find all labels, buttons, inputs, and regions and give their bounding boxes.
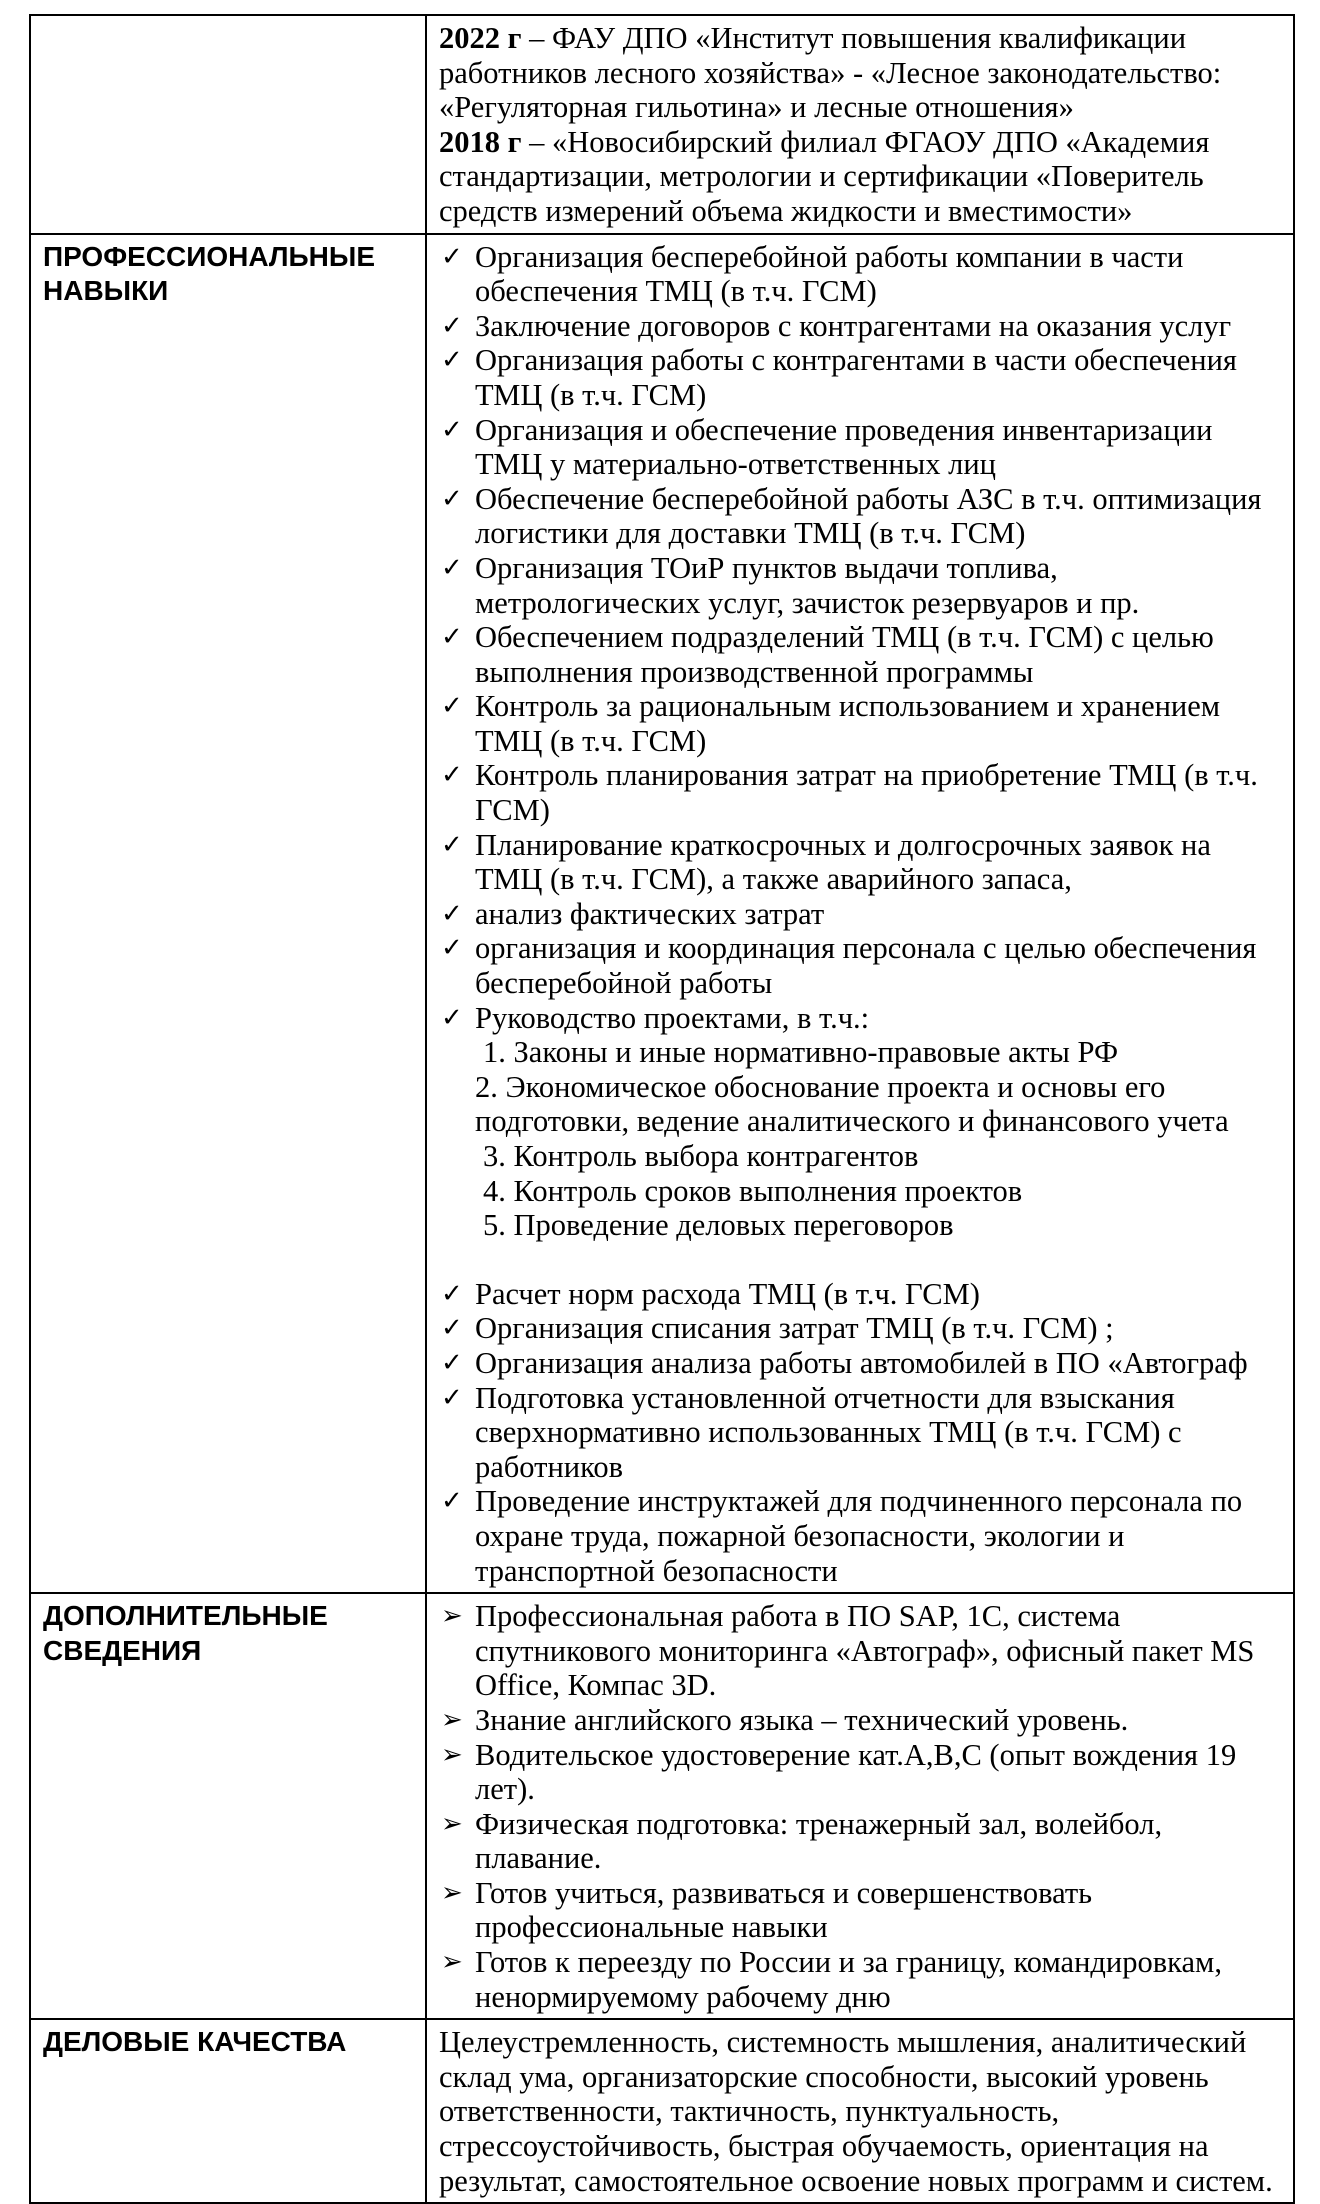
- business-qualities-text: Целеустремленность, системность мышления, аналитический склад ума, организаторские способности, высокий уровень ответственности, тактичность, пунктуальность, стрессоустойчивость, быстрая обучаемость, ориентация на результат, самостоятельное освоение новых программ и систем.: [439, 2025, 1273, 2198]
- check-mark-icon: ✓: [441, 345, 463, 376]
- list-item-text: Обеспечение бесперебойной работы АЗС в т.ч. оптимизация логистики для доставки ТМЦ (в т.ч. ГСМ): [475, 481, 1262, 551]
- check-mark-icon: ✓: [441, 241, 463, 272]
- list-item: [439, 413, 1281, 482]
- education-year: 2022 г: [439, 21, 522, 55]
- check-mark-icon: ✓: [441, 933, 463, 964]
- check-mark-icon: ✓: [441, 898, 463, 929]
- check-mark-icon: ✓: [441, 1382, 463, 1413]
- list-item-text: Физическая подготовка: тренажерный зал, волейбол, плавание.: [475, 1806, 1163, 1876]
- project-subitem: 1. Законы и иные нормативно-правовые акты РФ: [483, 1035, 1119, 1070]
- additional-info-label: ДОПОЛНИТЕЛЬНЫЕ СВЕДЕНИЯ: [43, 1600, 328, 1666]
- additional-info-row: [30, 1593, 1294, 2019]
- list-item: [439, 1876, 1281, 1945]
- check-mark-icon: ✓: [441, 1002, 463, 1033]
- list-item-text: Подготовка установленной отчетности для взыскания сверхнормативно использованных ТМЦ (в т.ч. ГСМ) с работников: [475, 1380, 1182, 1484]
- list-item: [439, 828, 1281, 897]
- arrow-bullet-icon: ➢: [441, 1739, 463, 1770]
- list-item-text: Планирование краткосрочных и долгосрочных заявок на ТМЦ (в т.ч. ГСМ), а также аварийного запаса,: [475, 827, 1211, 897]
- check-mark-icon: ✓: [441, 1313, 463, 1344]
- list-item: [439, 1738, 1281, 1807]
- list-item: [439, 1703, 1281, 1738]
- list-item: [439, 620, 1281, 689]
- additional-info-list: [439, 1599, 1281, 2014]
- professional-skills-content-cell: [426, 234, 1294, 1594]
- arrow-bullet-icon: ➢: [441, 1704, 463, 1735]
- additional-info-content-cell: [426, 1593, 1294, 2019]
- list-item-text: Расчет норм расхода ТМЦ (в т.ч. ГСМ): [475, 1276, 980, 1311]
- education-text: – ФАУ ДПО «Институт повышения квалификации работников лесного хозяйства» - «Лесное законодательство: «Регуляторная гильотина» и лесные отношения»: [439, 21, 1222, 125]
- arrow-bullet-icon: ➢: [441, 1947, 463, 1978]
- check-mark-icon: ✓: [441, 760, 463, 791]
- check-mark-icon: ✓: [441, 1278, 463, 1309]
- list-item: [439, 1001, 1281, 1036]
- list-item: [439, 1807, 1281, 1876]
- list-item-text: Обеспечением подразделений ТМЦ (в т.ч. ГСМ) с целью выполнения производственной программы: [475, 620, 1214, 689]
- check-mark-icon: ✓: [441, 1486, 463, 1517]
- list-item-text: Контроль за рациональным использованием и хранением ТМЦ (в т.ч. ГСМ): [475, 689, 1221, 758]
- education-label-cell: [30, 15, 426, 234]
- list-item-text: Организация списания затрат ТМЦ (в т.ч. ГСМ) ;: [475, 1311, 1114, 1346]
- additional-info-label-cell: [30, 1593, 426, 2019]
- check-mark-icon: ✓: [441, 1347, 463, 1378]
- project-subitem: 2. Экономическое обоснование проекта и основы его подготовки, ведение аналитического и финансового учета: [475, 1069, 1229, 1139]
- list-item: [439, 1346, 1281, 1381]
- arrow-bullet-icon: ➢: [441, 1808, 463, 1839]
- list-item-text: Заключение договоров с контрагентами на оказания услуг: [475, 308, 1232, 343]
- list-item-text: Готов учиться, развиваться и совершенствовать профессиональные навыки: [475, 1875, 1093, 1945]
- check-mark-icon: ✓: [441, 414, 463, 445]
- project-subitem: 4. Контроль сроков выполнения проектов: [483, 1173, 1023, 1208]
- list-item-text: Готов к переезду по России и за границу, командировкам, ненормируемому рабочему дню: [475, 1945, 1222, 2014]
- list-item: [439, 689, 1281, 758]
- list-item-text: Организация бесперебойной работы компании в части обеспечения ТМЦ (в т.ч. ГСМ): [475, 239, 1184, 309]
- check-mark-icon: ✓: [441, 829, 463, 860]
- list-item-text: Водительское удостоверение кат.А,В,С (опыт вождения 19 лет).: [475, 1737, 1237, 1807]
- list-item: [439, 931, 1281, 1000]
- list-item: [439, 1277, 1281, 1312]
- arrow-bullet-icon: ➢: [441, 1877, 463, 1908]
- list-item: [439, 1381, 1281, 1485]
- list-item: [439, 309, 1281, 344]
- list-item: [439, 240, 1281, 309]
- education-text: – «Новосибирский филиал ФГАОУ ДПО «Академия стандартизации, метрологии и сертификации «Поверитель средств измерений объема жидкости и вместимости»: [439, 124, 1210, 228]
- check-mark-icon: ✓: [441, 310, 463, 341]
- list-item-text: Организация работы с контрагентами в части обеспечения ТМЦ (в т.ч. ГСМ): [475, 343, 1237, 412]
- skills-list: [439, 240, 1281, 1036]
- education-row: [30, 15, 1294, 234]
- list-item: [439, 1945, 1281, 2014]
- business-qualities-row: [30, 2019, 1294, 2203]
- business-qualities-label: ДЕЛОВЫЕ КАЧЕСТВА: [43, 2026, 347, 2058]
- list-item: [439, 897, 1281, 932]
- arrow-bullet-icon: ➢: [441, 1601, 463, 1632]
- list-item-text: Проведение инструктажей для подчиненного персонала по охране труда, пожарной безопасности, экологии и транспортной безопасности: [475, 1484, 1243, 1588]
- skills-list-continued: [439, 1277, 1281, 1588]
- list-item: [439, 1484, 1281, 1588]
- list-item: [439, 1311, 1281, 1346]
- professional-skills-label: ПРОФЕССИОНАЛЬНЫЕ НАВЫКИ: [43, 240, 375, 307]
- list-item-text: Знание английского языка – технический уровень.: [475, 1702, 1129, 1737]
- education-year: 2018 г: [439, 124, 522, 159]
- list-item-text: Руководство проектами, в т.ч.:: [475, 1000, 870, 1035]
- list-item: [439, 482, 1281, 551]
- business-qualities-content-cell: [426, 2019, 1294, 2203]
- professional-skills-row: [30, 234, 1294, 1594]
- list-item-text: организация и координация персонала с целью обеспечения бесперебойной работы: [475, 931, 1257, 1001]
- list-item-text: Организация ТОиР пунктов выдачи топлива, метрологических услуг, зачисток резервуаров и пр.: [475, 550, 1140, 620]
- education-entry: [439, 21, 1281, 125]
- education-entry: [439, 125, 1281, 229]
- professional-skills-label-cell: [30, 234, 426, 1594]
- blank-line: [439, 1243, 1281, 1277]
- check-mark-icon: ✓: [441, 483, 463, 514]
- education-content-cell: [426, 15, 1294, 234]
- project-subitem: 5. Проведение деловых переговоров: [483, 1208, 954, 1243]
- check-mark-icon: ✓: [441, 691, 463, 722]
- check-mark-icon: ✓: [441, 622, 463, 653]
- list-item: [439, 1599, 1281, 1703]
- list-item-text: Организация анализа работы автомобилей в ПО «Автограф: [475, 1345, 1248, 1380]
- list-item-text: Профессиональная работа в ПО SAP, 1С, система спутникового мониторинга «Автограф», офисный пакет MS Office, Компас 3D.: [475, 1599, 1255, 1703]
- list-item-text: Контроль планирования затрат на приобретение ТМЦ (в т.ч. ГСМ): [475, 758, 1258, 828]
- check-mark-icon: ✓: [441, 552, 463, 583]
- resume-table: [29, 14, 1295, 2204]
- project-subitems-list: [439, 1035, 1281, 1243]
- list-item: [439, 343, 1281, 412]
- business-qualities-label-cell: [30, 2019, 426, 2203]
- list-item-text: Организация и обеспечение проведения инвентаризации ТМЦ у материально-ответственных лиц: [475, 412, 1213, 482]
- list-item: [439, 758, 1281, 827]
- project-subitem: 3. Контроль выбора контрагентов: [483, 1139, 919, 1173]
- list-item-text: анализ фактических затрат: [475, 896, 825, 931]
- list-item: [439, 551, 1281, 620]
